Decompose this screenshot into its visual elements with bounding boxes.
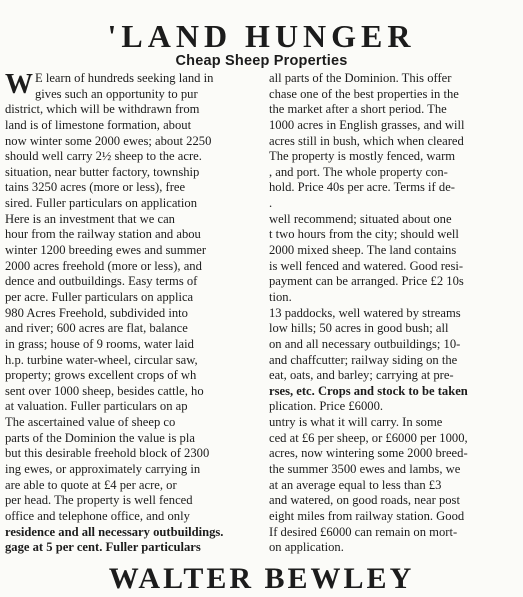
- text-line: situation, near butter factory, township: [5, 164, 200, 179]
- text-line: tains 3250 acres (more or less), free: [5, 180, 186, 195]
- text-line: If desired £6000 can remain on mort-: [269, 524, 458, 539]
- text-line: sired. Fuller particulars on application: [5, 196, 197, 211]
- text-line: 2000 acres freehold (more or less), and: [5, 258, 202, 273]
- text-line: plication. Price £6000.: [269, 399, 384, 414]
- left-column: [5, 71, 263, 556]
- text-line: winter 1200 breeding ewes and summer: [5, 243, 207, 258]
- dropcap: W: [5, 69, 33, 100]
- text-line: office and telephone office, and only: [5, 508, 190, 523]
- text-line: gives such an opportunity to pur: [35, 86, 198, 101]
- text-line: on application.: [269, 540, 344, 555]
- text-line: Here is an investment that we can: [5, 211, 175, 226]
- text-line: district, which will be withdrawn from: [5, 102, 200, 117]
- text-line: ing ewes, or approximately carrying in: [5, 462, 201, 477]
- text-line: now winter some 2000 ewes; about 2250: [5, 133, 212, 148]
- text-line: The ascertained value of sheep co: [5, 415, 176, 430]
- text-line: all parts of the Dominion. This offer: [269, 71, 452, 85]
- text-line: and river; 600 acres are flat, balance: [5, 321, 188, 336]
- text-line: 980 Acres Freehold, subdivided into: [5, 305, 188, 320]
- text-line: acres still in bush, which when cleared: [269, 133, 464, 148]
- subheadline: Cheap Sheep Properties: [175, 53, 348, 69]
- text-line: in grass; house of 9 rooms, water laid: [5, 336, 194, 351]
- text-line: E learn of hundreds seeking land in: [35, 71, 214, 85]
- text-line: 13 paddocks, well watered by streams: [269, 305, 461, 320]
- text-line: gage at 5 per cent. Fuller particulars: [5, 540, 201, 555]
- text-line: 2000 mixed sheep. The land contains: [269, 243, 457, 258]
- text-line: hold. Price 40s per acre. Terms if de-: [269, 180, 455, 195]
- headline: 'LAND HUNGER: [107, 18, 416, 54]
- text-line: are able to quote at £4 per acre, or: [5, 477, 177, 492]
- text-line: dence and outbuildings. Easy terms of: [5, 274, 198, 289]
- advertiser-name: WALTER BEWLEY: [108, 562, 415, 595]
- text-line: low hills; 50 acres in good bush; all: [269, 321, 449, 336]
- text-line: on and all necessary outbuildings; 10-: [269, 336, 461, 351]
- text-line: land is of limestone formation, about: [5, 117, 192, 132]
- text-line: eight miles from railway station. Good: [269, 508, 465, 523]
- text-line: hour from the railway station and abou: [5, 227, 201, 242]
- text-line: eat, oats, and barley; carrying at pre-: [269, 368, 454, 383]
- text-line: h.p. turbine water-wheel, circular saw,: [5, 352, 198, 367]
- text-line: well recommend; situated about one: [269, 211, 452, 226]
- text-line: and watered, on good roads, near post: [269, 493, 460, 508]
- text-line: sent over 1000 sheep, besides cattle, ho: [5, 383, 204, 398]
- text-line: the market after a short period. The: [269, 102, 447, 117]
- text-line: but this desirable freehold block of 2300: [5, 446, 210, 461]
- text-line: tion.: [269, 289, 292, 304]
- text-line: at valuation. Fuller particulars on ap: [5, 399, 188, 414]
- text-line: parts of the Dominion the value is pla: [5, 430, 195, 445]
- text-line: per acre. Fuller particulars on applica: [5, 289, 194, 304]
- text-line: , and port. The whole property con-: [269, 164, 448, 179]
- text-line: at an average equal to less than £3: [269, 477, 442, 492]
- text-line: untry is what it will carry. In some: [269, 415, 443, 430]
- text-line: is well fenced and watered. Good resi-: [269, 258, 464, 273]
- text-line: the summer 3500 ewes and lambs, we: [269, 462, 461, 477]
- text-line: property; grows excellent crops of wh: [5, 368, 197, 383]
- text-line: should well carry 2½ sheep to the acre.: [5, 149, 202, 164]
- text-line: and chaffcutter; railway siding on the: [269, 352, 458, 367]
- text-line: 1000 acres in English grasses, and will: [269, 117, 465, 132]
- text-line: acres, now wintering some 2000 breed-: [269, 446, 468, 461]
- text-line: rses, etc. Crops and stock to be taken: [269, 383, 468, 398]
- text-line: ced at £6 per sheep, or £6000 per 1000,: [269, 430, 468, 445]
- text-line: The property is mostly fenced, warm: [269, 149, 456, 164]
- text-line: .: [269, 196, 273, 211]
- text-line: per head. The property is well fenced: [5, 493, 193, 508]
- text-line: t two hours from the city; should well: [269, 227, 459, 242]
- text-line: residence and all necessary outbuildings.: [5, 524, 224, 539]
- right-column: [269, 71, 519, 556]
- text-line: payment can be arranged. Price £2 10s: [269, 274, 464, 289]
- text-line: chase one of the best properties in the: [269, 86, 459, 101]
